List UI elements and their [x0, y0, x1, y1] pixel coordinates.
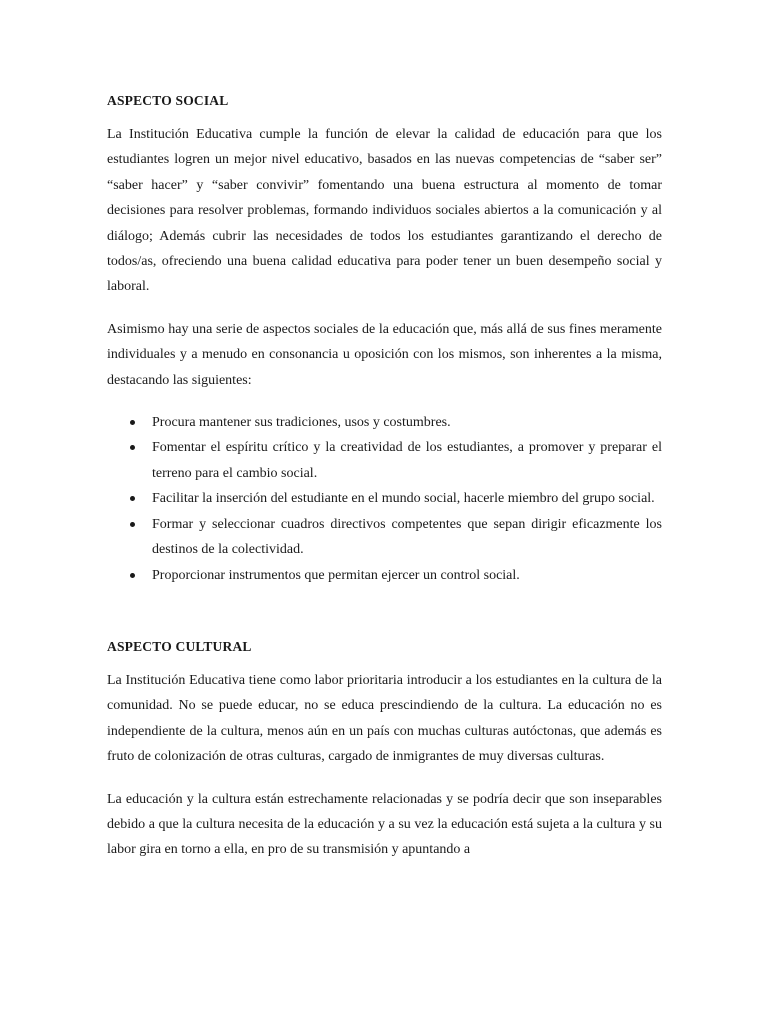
bullet-icon	[130, 522, 135, 527]
bullet-list-social	[107, 410, 662, 588]
list-item	[107, 486, 662, 511]
paragraph-cultural-intro: La Institución Educativa tiene como labor prioritaria introducir a los estudiantes en la cultura de la comunidad. No se puede educar, no se educa prescindiendo de la cultura. La educación no es independiente de la cultura, menos aún en un país con muchas culturas autóctonas, que además es fruto de colonización de otras culturas, cargado de inmigrantes de muy diversas culturas.	[107, 672, 662, 765]
list-item-text: Formar y seleccionar cuadros directivos competentes que sepan dirigir eficazmente los destinos de la colectividad.	[152, 516, 662, 558]
list-item	[107, 512, 662, 563]
list-item-text: Proporcionar instrumentos que permitan ejercer un control social.	[152, 567, 520, 583]
section-heading-social: ASPECTO SOCIAL	[107, 93, 229, 108]
section-heading-cultural: ASPECTO CULTURAL	[107, 638, 252, 654]
document-page	[107, 88, 662, 863]
list-item	[107, 410, 662, 435]
list-item	[107, 563, 662, 588]
list-item-text: Facilitar la inserción del estudiante en el mundo social, hacerle miembro del grupo social.	[152, 491, 655, 507]
list-item-text: Fomentar el espíritu crítico y la creatividad de los estudiantes, a promover y preparar el terreno para el cambio social.	[152, 440, 662, 481]
bullet-icon	[130, 420, 135, 425]
paragraph-social-intro: La Institución Educativa cumple la función de elevar la calidad de educación para que los estudiantes logren un mejor nivel educativo, basados en las nuevas competencias de “saber ser” “saber hacer” y “saber convivir” fomentando una buena estructura al momento de tomar decisiones para resolver problemas, formando individuos sociales abiertos a la comunicación y al diálogo; Además cubrir las necesidades de todos los estudiantes garantizando el derecho de todos/as, ofreciendo una buena calidad educativa para poder tener un buen desempeño social y laboral.	[107, 127, 662, 295]
paragraph-cultural-relation: La educación y la cultura están estrechamente relacionadas y se podría decir que son inseparables debido a que la cultura necesita de la educación y a su vez la educación está sujeta a la cultura y su labor gira en torno a ella, en pro de su transmisión y apuntando a	[107, 791, 662, 858]
list-item	[107, 435, 662, 486]
list-item-text: Procura mantener sus tradiciones, usos y costumbres.	[152, 415, 451, 431]
bullet-icon	[130, 496, 135, 501]
paragraph-social-aspects: Asimismo hay una serie de aspectos sociales de la educación que, más allá de sus fines meramente individuales y a menudo en consonancia u oposición con los mismos, son inherentes a la misma, destacando las siguientes:	[107, 321, 662, 388]
bullet-icon	[130, 445, 135, 450]
bullet-icon	[130, 573, 135, 578]
